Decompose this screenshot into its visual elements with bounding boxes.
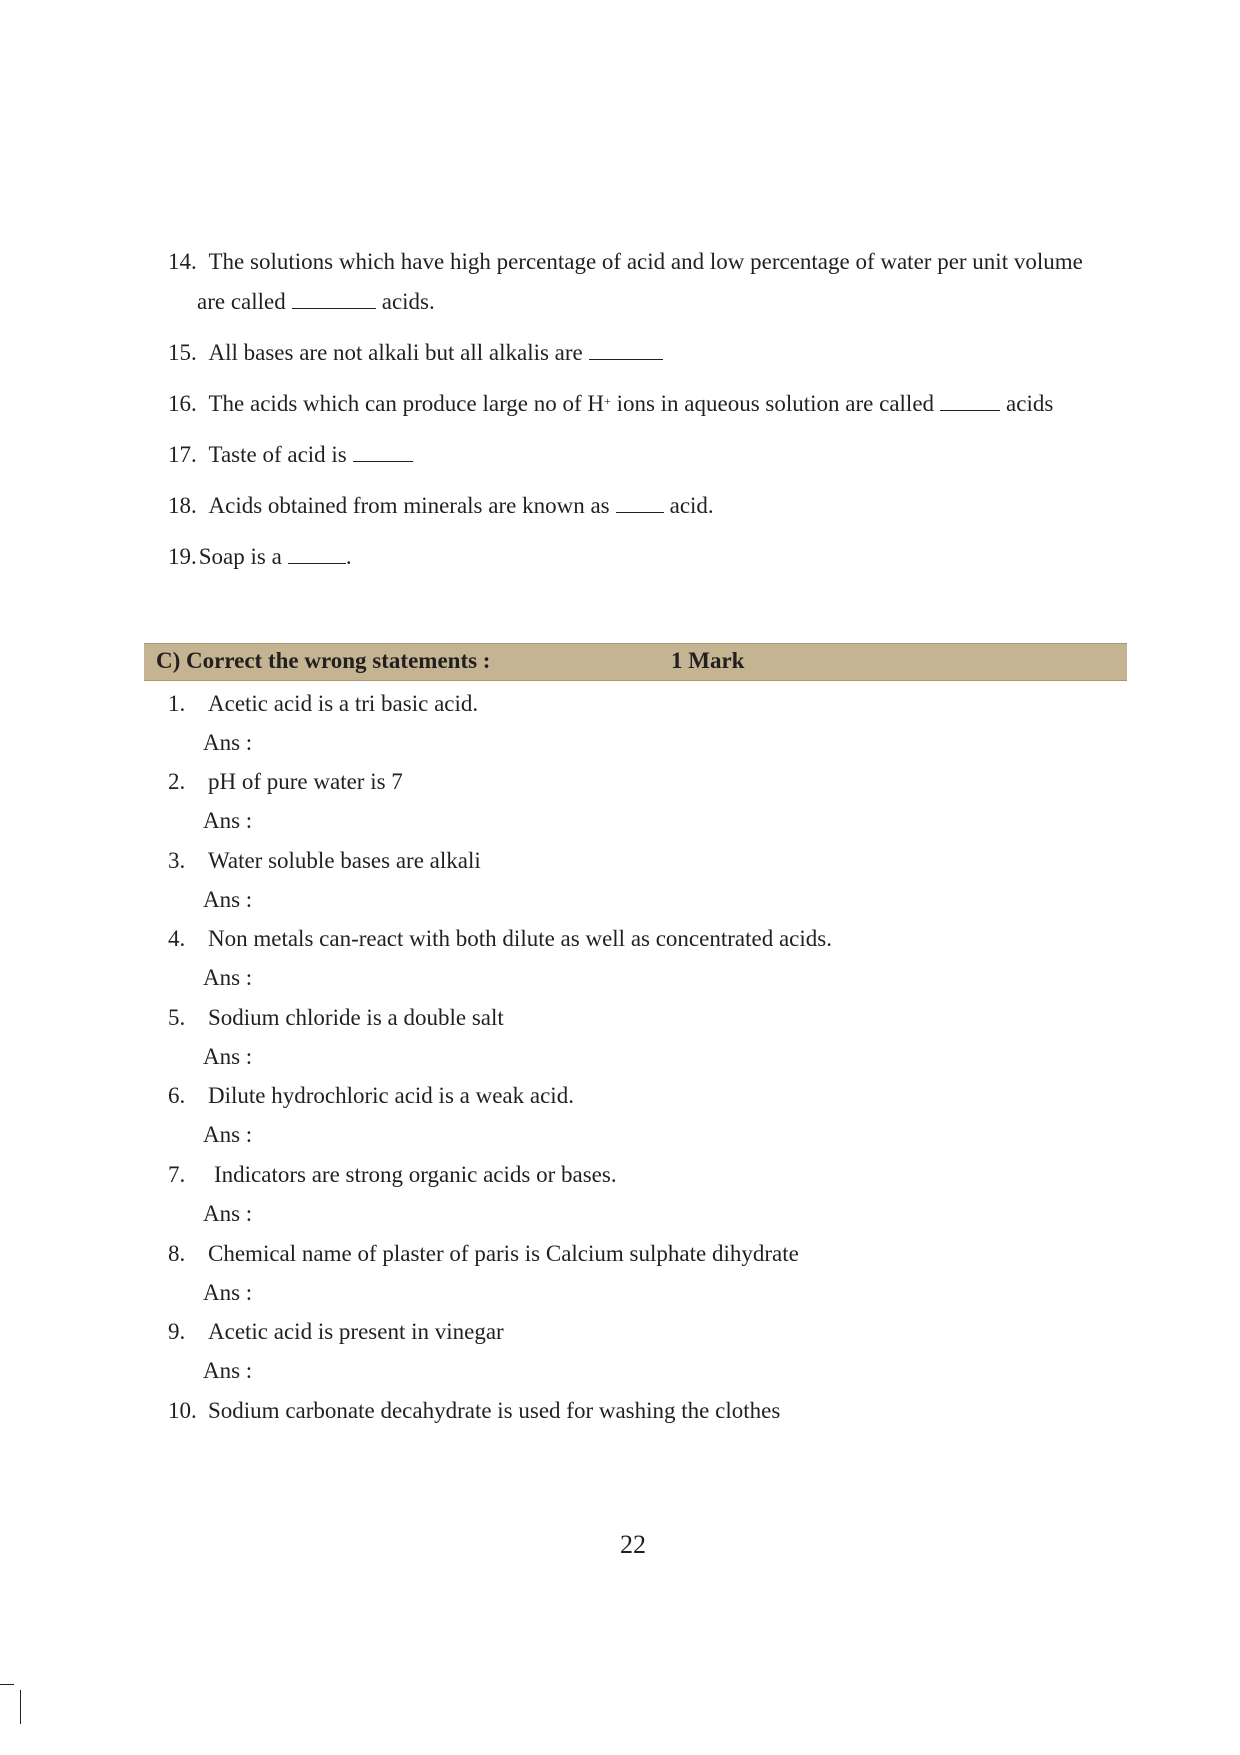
statement-2 xyxy=(168,767,403,797)
section-c-header xyxy=(144,643,1127,681)
statement-text: Water soluble bases are alkali xyxy=(208,848,481,873)
statement-5 xyxy=(168,1003,504,1033)
statement-text: Acetic acid is a tri basic acid. xyxy=(208,691,479,716)
question-text: The acids which can produce large no of H xyxy=(208,391,605,416)
question-number: 16. xyxy=(168,391,197,416)
answer-label: Ans : xyxy=(203,965,253,990)
superscript: + xyxy=(604,394,611,408)
page-number: 22 xyxy=(620,1530,646,1559)
question-text: . xyxy=(345,544,352,569)
statement-text: Sodium carbonate decahydrate is used for washing the clothes xyxy=(208,1398,781,1423)
question-16 xyxy=(168,388,1053,419)
question-text: Acids obtained from minerals are known as xyxy=(208,493,610,518)
statement-10 xyxy=(168,1396,780,1426)
answer-blank xyxy=(353,439,413,462)
answer-label: Ans : xyxy=(203,887,253,912)
statement-6 xyxy=(168,1081,574,1111)
statement-number: 10. xyxy=(168,1398,197,1423)
question-number: 15. xyxy=(168,340,197,365)
question-15 xyxy=(168,337,669,368)
question-14 xyxy=(168,247,1083,277)
section-marks: 1 Mark xyxy=(671,648,745,673)
answer-blank xyxy=(616,490,664,513)
statement-number: 2. xyxy=(168,769,186,794)
question-14-continued xyxy=(197,286,435,317)
question-18 xyxy=(168,490,714,521)
statement-text: pH of pure water is 7 xyxy=(208,769,403,794)
answer-label: Ans : xyxy=(203,1122,253,1147)
question-17 xyxy=(168,439,419,470)
statement-number: 8. xyxy=(168,1241,186,1266)
question-text: acid. xyxy=(669,493,714,518)
question-text: acids. xyxy=(381,289,435,314)
answer-label: Ans : xyxy=(203,1358,253,1383)
question-number: 14. xyxy=(168,249,197,274)
question-number: 18. xyxy=(168,493,197,518)
statement-number: 4. xyxy=(168,926,186,951)
statement-number: 6. xyxy=(168,1083,186,1108)
statement-text: Chemical name of plaster of paris is Calcium sulphate dihydrate xyxy=(208,1241,799,1266)
statement-text: Non metals can-react with both dilute as well as concentrated acids. xyxy=(208,926,832,951)
statement-text: Acetic acid is present in vinegar xyxy=(208,1319,504,1344)
question-text: Soap is a xyxy=(198,544,282,569)
statement-8 xyxy=(168,1239,799,1269)
question-number: 17. xyxy=(168,442,197,467)
statement-number: 9. xyxy=(168,1319,186,1344)
statement-1 xyxy=(168,689,478,719)
statement-number: 5. xyxy=(168,1005,186,1030)
statement-4 xyxy=(168,924,832,954)
statement-text: Sodium chloride is a double salt xyxy=(208,1005,504,1030)
statement-number: 3. xyxy=(168,848,186,873)
question-text: ions in aqueous solution are called xyxy=(616,391,935,416)
statement-number: 7. xyxy=(168,1162,186,1187)
question-text: acids xyxy=(1006,391,1054,416)
crop-mark-horizontal xyxy=(0,1684,14,1685)
answer-blank xyxy=(292,286,376,309)
question-text: are called xyxy=(197,289,286,314)
question-text: The solutions which have high percentage of acid and low percentage of water per unit volume xyxy=(208,249,1083,274)
answer-label: Ans : xyxy=(203,808,253,833)
section-title: C) Correct the wrong statements : xyxy=(156,648,491,673)
answer-blank xyxy=(940,388,1000,411)
answer-label: Ans : xyxy=(203,730,253,755)
crop-mark-vertical xyxy=(20,1690,21,1724)
statement-3 xyxy=(168,846,481,876)
answer-blank xyxy=(288,541,346,564)
statement-9 xyxy=(168,1317,504,1347)
question-19 xyxy=(168,541,352,572)
answer-label: Ans : xyxy=(203,1044,253,1069)
question-text: Taste of acid is xyxy=(208,442,347,467)
answer-label: Ans : xyxy=(203,1201,253,1226)
question-text: All bases are not alkali but all alkalis are xyxy=(208,340,583,365)
statement-text: Indicators are strong organic acids or bases. xyxy=(214,1162,617,1187)
statement-7 xyxy=(168,1160,617,1190)
statement-number: 1. xyxy=(168,691,186,716)
question-number: 19. xyxy=(168,544,197,569)
answer-label: Ans : xyxy=(203,1280,253,1305)
statement-text: Dilute hydrochloric acid is a weak acid. xyxy=(208,1083,574,1108)
answer-blank xyxy=(589,337,663,360)
